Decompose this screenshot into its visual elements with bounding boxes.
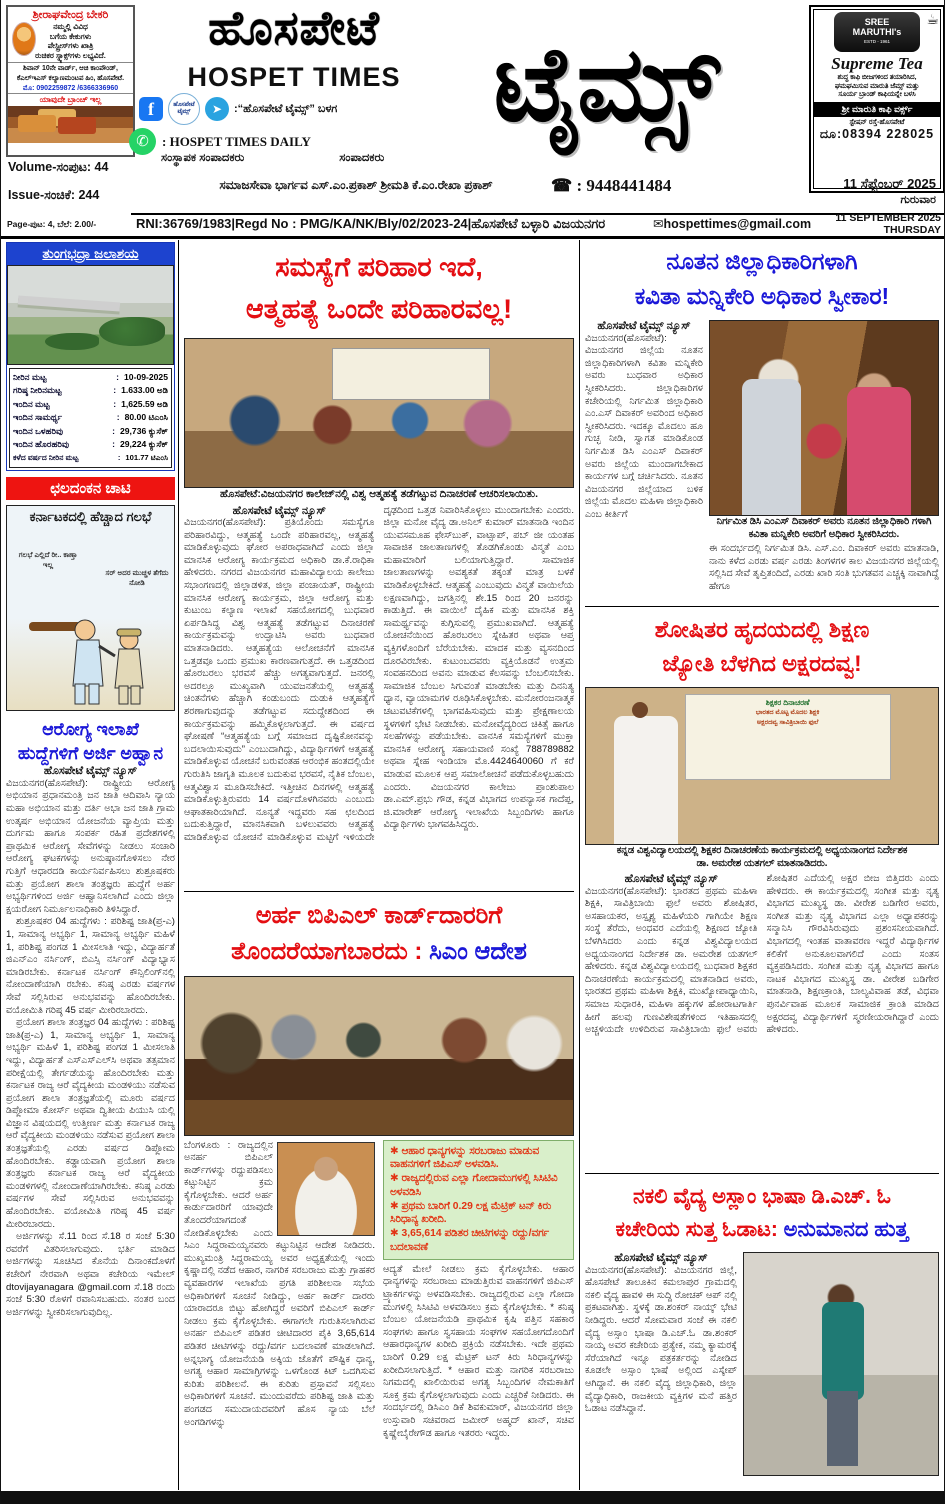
akshara-article-body [585, 873, 939, 1169]
editorial-cartoon [6, 505, 175, 711]
banner-line: ಶಿಕ್ಷಕರ ದಿನಾಚರಣೆ [765, 698, 810, 708]
social-group-text: :“ಹೊಸಪೇಟೆ ಟೈಮ್ಸ್” ಬಳಗ [234, 102, 338, 115]
contact-phone [551, 176, 671, 196]
headline-line: ಶೋಷಿತರ ಹೃದಯದಲ್ಲಿ ಶಿಕ್ಷಣ [654, 617, 870, 642]
editor-labels [161, 152, 561, 165]
date-english [835, 213, 941, 236]
tea-brand-estd: ESTD - 1961 [863, 39, 890, 44]
cartoon-title: ಕರ್ನಾಟಕದಲ್ಲಿ ಹೆಚ್ಚಾದ ಗಲಭೆ [29, 508, 152, 524]
row-label: ಗರಿಷ್ಠ ನೀರಿನಮಟ್ಟ [13, 385, 62, 396]
suicide-article-body [184, 505, 574, 887]
day-english-line: THURSDAY [883, 223, 941, 236]
caption-line: ಡಾ. ಅಮರೇಶ ಯತಗಲ್ ಮಾತನಾಡಿದರು. [696, 857, 828, 869]
teachers-day-photo [585, 687, 939, 845]
dam-photo [7, 265, 174, 365]
paragraph: ಶುಶ್ರೂಷಕರ 04 ಹುದ್ದೆಗಳು : ಪರಿಶಿಷ್ಟ ಜಾತಿ(ಪ್ರ-ಎ) 1, ಸಾಮಾನ್ಯ ಅಭ್ಯರ್ಥಿ 1, ಸಾಮಾನ್ಯ ಅಭ್ಯರ್ಥಿ ಮಹಿಳೆ 1, ಪರಿಶಿಷ್ಟ ಪಂಗಡ 1 ಮೀಸಲಾತಿ ಇದ್ದು, ವಿದ್ಯಾರ್ಹತೆ ಜಿಎನ್ಎಂ ನರ್ಸಿಂಗ್, ಬಿಎಸ್ಸಿ ನರ್ಸಿಂಗ್ ವಿದ್ಯಾಭ್ಯಾಸ ಮಾಡಿರಬೇಕು. ಕರ್ನಾಟಕ ನರ್ಸಿಂಗ್ ಕೌನ್ಸಿಲಿಂಗ್‌ನಲ್ಲಿ ನೋಂದಾಣೆಯಾಗಿ ರಬೇಕು. ಕನಿಷ್ಠ ಎರಡು ವರ್ಷಗಳ ಸೇವೆ ಸಲ್ಲಿಸಿರುವ ಅನುಭವವನ್ನು ಹೊಂದಿರಬೇಕು. ವಯೋಮಿತಿ ಗರಿಷ್ಠ 45 ವರ್ಷ ಮೀರಿರಬಾರದು. [6, 916, 175, 1016]
article-divider [585, 606, 939, 607]
akshara-photo-caption [585, 845, 939, 870]
dc-article-row [585, 320, 939, 602]
banner-line: ಭಾರತದ ಮೊಟ್ಟ ಮೊದಲ ಶಿಕ್ಷಕಿ [755, 709, 820, 717]
row-value: 1,625.59 ಅಡಿ [121, 398, 168, 409]
headline-part-blue: ಸಿಎಂ ಆದೇಶ [429, 937, 527, 965]
masthead-kannada-title: ಹೊಸಪೇಟೆ [208, 1, 380, 54]
paragraph: ವಿಜಯನಗರ(ಹೊಸಪೇಟೆ): ವಿಜಯನಗರ ಜಿಲ್ಲೆ, ಹೊಸಪೇಟೆ ತಾಲೂಕಿನ ಕಮಲಾಪುರ ಗ್ರಾಮದಲ್ಲಿ ನಕಲಿ ವೈದ್ಯ ಹಾವಳಿ ಈ ಸುದ್ದಿ ರೋಚಕ್ ಆಪ್ ನಲ್ಲಿ ಪ್ರಕಟವಾಗಿತ್ತು. ಸ್ಥಳಕ್ಕೆ ಡಾ.ಶಂಕರ್ ನಾಯ್ಕ್ ಭೇಟಿ ನೀಡಿದ್ದರು. ಆದರೆ ಸೋಮವಾರ ಸಂಜೆ ಈ ನಕಲಿ ವೈದ್ಯ ಅಸ್ಸಾಂ ಭಾಷಾ ಡಿ.ಎಚ್.ಓ ಡಾ.ಶಂಕರ್ ನಾಯ್ಕ ಅವರ ಕಚೇರಿಯ ಪ್ರತ್ಯೇಕ, ನಮ್ಮ ಕ್ಯಾಮರ‌ಕ್ಕೆ ಸೆರೆಯಾಗಿದೆ ಇನ್ನೂ ಪತ್ರಕರ್ತರನ್ನು ನೋಡಿದ ಕೂಡಲೇ ಅಸ್ಸಾಂ ಭಾಷೆ ಅಲ್ಲಿಂದ ಎಸ್ಕೇಪ್ ಆಗಿದ್ದಾನೆ. ಈ ನಕಲಿ ವೈದ್ಯ ಜಿಲ್ಲಾಧಿಕಾರಿ, ಜಿಲ್ಲಾ ವೈದ್ಯಾಧಿಕಾರಿ, ರಾಜಕೀಯ ವ್ಯಕ್ತಿಗಳ ಮನೆ ಹತ್ತಿರ ಓಡಾಟ ನಡೆಸಿದ್ದಾನೆ. [585, 1264, 737, 1415]
doctor-article-headline [585, 1178, 939, 1252]
cm-meeting-photo [184, 976, 574, 1136]
tea-product-name: Supreme Tea [831, 54, 923, 73]
facebook-icon[interactable]: f [139, 97, 163, 121]
bakery-ad-address: ಶಿವಾನ್ 10ನೇ ವಾರ್ಡ್, ಆಚಿ ಕಾಂಪೌಂಡ್, [8, 62, 133, 73]
masthead-header [1, 0, 944, 240]
row-label: ಇಂದಿನ ಹೊರಹರಿವು [13, 439, 69, 450]
bakery-ad [6, 5, 135, 157]
headline-part-blue: ಅನುಮಾನದ ಹುತ್ತ [783, 1218, 909, 1241]
dc-photo-caption: ನಿರ್ಗಮಿತ ಡಿಸಿ ಎಂಎಸ್ ದಿವಾಕರ್ ಅವರು ನೂತನ ಜಿಲ್ಲಾಧಿಕಾರಿ ಗಳಾಗಿ ಕವಿತಾ ಮನ್ನಿಕೇರಿ ಅವರಿಗೆ ಅಧಿಕಾರ ಸ್ವೀಕರಿಸಿದರು. [716, 516, 932, 540]
table-row: ಇಂದಿನ ಸಾಮರ್ಥ್ಯ : 80.00 ಟಿಎಂಸಿ [13, 411, 168, 424]
speaker-figure [614, 716, 677, 844]
header-thick-rule [1, 236, 944, 239]
article-divider [184, 891, 574, 892]
email-line [653, 216, 811, 231]
bakery-ad-branch-note: ಯಾವುದೇ ಬ್ರಾಂಚ್ ಇಲ್ಲ [8, 93, 133, 106]
paper-logo-badge: ಹೊಸಪೇಟೆ ಟೈಮ್ಸ್ [168, 93, 200, 125]
walking-man-legs [827, 1391, 858, 1466]
headline-line [585, 1213, 939, 1246]
bakery-ad-line: ರುಚಿಕರ ಸ್ನ್ಯಾಕ್ಸ್‌ಗಳು ಲಭ್ಯವಿದೆ. [35, 50, 106, 60]
cartoon-section-banner: ಛಲದಂಕನ ಚಾಟಿ [6, 477, 175, 500]
dc-article-headline [585, 242, 939, 320]
founder-editor-label: ಸಂಸ್ಥಾಪಕ ಸಂಪಾದಕರು [161, 152, 245, 164]
teachers-day-banner [685, 694, 891, 780]
bakery-ad-title: ಶ್ರೀರಾಘವೇಂದ್ರ ಬೇಕರಿ [32, 9, 109, 21]
tea-company-address: ಸ್ಟೇಷನ್ ರಸ್ತೆ-ಹೊಸಪೇಟೆ [849, 118, 905, 126]
suicide-photo-caption: ಹೊಸಪೇಟೆ:ವಿಜಯನಗರ ಕಾಲೇಜ್‌ನಲ್ಲಿ ವಿಶ್ವ ಆತ್ಮಹತ್ಯೆ ತಡೆಗಟ್ಟುವ ದಿನಾಚರಣೆ ಆಚರಿಸಲಾಯಿತು. [219, 488, 539, 500]
reservoir-table [9, 368, 172, 468]
table-row: ನೀರಿನ ಮಟ್ಟ : 10-09-2025 [13, 371, 168, 384]
day-kannada: ಗುರುವಾರ [900, 194, 936, 206]
issue-label: Issue-ಸಂಚಿಕೆ: 244 [8, 188, 100, 202]
dc-photo-block [709, 320, 939, 602]
headline-line: ಅರ್ಹ ಬಿಪಿಎಲ್ ಕಾರ್ಡ್‌ದಾರರಿಗೆ [255, 901, 503, 929]
akshara-article-byline: ಹೊಸಪೇಟೆ ಟೈಮ್ಸ್ ನ್ಯೂಸ್ [624, 873, 718, 885]
row-value: 101.77 ಟಿಎಂಸಿ [125, 453, 168, 463]
article-divider [585, 1173, 939, 1174]
cartoon-drawing [7, 596, 175, 708]
event-banner [332, 348, 489, 400]
tea-ad-line: ಸೂರ್ಯ ಬ್ರಾಂಡ್ ಕಾಫಿಯನ್ನೇ ಬಳಸಿ [838, 91, 916, 99]
right-column [580, 240, 944, 1490]
cm-portrait-photo [277, 1142, 375, 1236]
headline-line: ಜ್ಯೋತಿ ಬೆಳಗಿದ ಅಕ್ಷರದವ್ವ! [662, 651, 862, 676]
rni-registration-line: RNI:36769/1983|Regd No : PMG/KA/NK/Bly/02/2023-24|ಹೊಸಪೇಟೆ ಬಳ್ಳಾರಿ ವಿಜಯನಗರ [136, 216, 606, 231]
row-value: 1.633.00 ಅಡಿ [121, 385, 168, 396]
paragraph: ಅರ್ಜಿಗಳನ್ನು ಸೆ.11 ರಿಂದ ಸೆ.18 ರ ಸಂಜೆ 5:30 ರವರೆಗೆ ವಿತರಿಸಲಾಗುವುದು. ಭರ್ತಿ ಮಾಡಿದ ಅರ್ಜಿಗಳನ್ನು ಸೂಚಿಸಿದ ಕೊನೆಯ ದಿನಾಂಕದೊಳಗೆ ಕಚೇರಿಗೆ ನೇರವಾಗಿ ಅಥವಾ ಕಚೇರಿಯ ಇಮೇಲ್ dtovijayanagara @gmail.com ಸೆ.18 ರಂದು ಸಂಜೆ 5:30 ರೊಳಗೆ ರವಾನಿಸಬಹುದು. ನಂತರ ಬಂದ ಅರ್ಜಿಗಳನ್ನು ಸ್ವೀಕರಿಸಲಾಗುವುದಿಲ್ಲ. [6, 1231, 175, 1318]
bakery-ad-line: ಬಗೆಯ ಕೇಕುಗಳು [49, 31, 92, 41]
row-label: ಇಂದಿನ ಮಟ್ಟ [13, 398, 50, 409]
walking-man-figure [822, 1302, 865, 1400]
tea-brand-line: SREE [864, 17, 890, 27]
headline-line [184, 934, 574, 970]
paragraph: ಆದ್ಯತೆ ಮೇಲೆ ನೀಡಲು ಕ್ರಮ ಕೈಗೊಳ್ಳಬೇಕು. ಆಹಾರ ಧಾನ್ಯಗಳನ್ನು ಸರಬರಾಜು ಮಾಡುತ್ತಿರುವ ವಾಹನಗಳಿಗೆ ಜಿಪಿಎಸ್ ಟ್ರ್ಯಾಕರ್ಗಳನ್ನು ಅಳವಡಿಸಬೇಕು. ರಾಜ್ಯದಲ್ಲಿರುವ ಎಲ್ಲಾ ಗೋದಾ ಮುಗಳಲ್ಲಿ ಸಿಸಿಟಿವಿ ಅಳವಡಿಸಲು ಕ್ರಮ ಕೈಗೊಳ್ಳಬೇಕು. * ಕನಿಷ್ಠ ಬೆಂಬಲ ಯೋಜನೆಯಡಿ ಪ್ರಾಥಮಿಕ ಕೃಷಿ ಪತ್ತಿನ ಸಹಕಾರ ಸಂಘಗಳು ಹಾಗೂ ಸ್ವಸಹಾಯ ಸಂಘಗಳ ಸಹಯೋಗದೊಂದಿಗೆ ಆಹಾರಧಾನ್ಯಗಳ ಖರೀದಿ ಪ್ರಕ್ರಿಯೆ ನಡೆಸಬೇಕು. ಇದೇ ಪ್ರಥಮ ಬಾರಿಗೆ 0.29 ಲಕ್ಷ ಮೆಟ್ರಿಕ್ ಟನ್ ಕಿರು ಸಿರಿಧಾನ್ಯಗಳನ್ನು ಖರೀದಿಸಲಾಗುತ್ತಿದೆ. * ಆಹಾರ ಮತ್ತು ನಾಗರಿಕ ಸರಬರಾಜು ನಿಗಮದಲ್ಲಿ ಖಾಲಿಯಿರುವ ಅಗತ್ಯ ಸಿಬ್ಬಂದಿಗಳ ನೇಮಕಾತಿಗೆ ಸೂಕ್ತ ಕ್ರಮ ಕೈಗೊಳ್ಳಲಾಗುವುದು ಎಂದು ಎಚ್ಚರಿಕೆ ನೀಡಿದರು. ಈ ಸಂದರ್ಭದಲ್ಲಿ ಡಿಸಿಎಂ ಡಿಕೆ ಶಿವಕುಮಾರ್, ವಿಜಯನಗರ ಜಿಲ್ಲಾ ಉಸ್ತುವಾರಿ ಸಚಿವರಾದ ಜಮೀರ್ ಅಹ್ಮದ್ ಖಾನ್, ಸಚಿವ ಕೃಷ್ಣೇಬೈರೇಗೌಡ ಹಾಗೂ ಇತರರು ಇದ್ದರು. [383, 1263, 574, 1439]
email-address: hospettimes@gmail.com [663, 217, 812, 231]
headline-line: ಹುದ್ದೆಗಳಿಗೆ ಅರ್ಜಿ ಅಹ್ವಾನ [17, 742, 164, 763]
main-content [1, 240, 944, 1490]
row-value: 29,224 ಕ್ಯುಸೆಕ್ [119, 439, 168, 450]
row-label: ಕಳೆದ ವರ್ಷದ ನೀರಿನ ಮಟ್ಟ [13, 453, 79, 463]
dc-handover-photo [709, 320, 939, 516]
headline-line: ಆರೋಗ್ಯ ಇಲಾಖೆ [42, 718, 139, 739]
highlight-point: ✱ 3,65,614 ಪಡಿತರ ಚೀಟಿಗಳನ್ನು ರದ್ದು/ವರ್ಗ ಬದಲಾವಣೆ [390, 1227, 567, 1255]
editor-label: ಸಂಪಾದಕರು [339, 152, 385, 164]
headline-line: ಸಮಸ್ಯೆಗೆ ಪರಿಹಾರ ಇದೆ, [275, 252, 483, 282]
paragraph: ಪ್ರಯೋಗ ಶಾಲಾ ತಂತ್ರಜ್ಞರ 04 ಹುದ್ದೆಗಳು : ಪರಿಶಿಷ್ಟ ಜಾತಿ(ಪ್ರ-ಎ) 1, ಸಾಮಾನ್ಯ ಅಭ್ಯರ್ಥಿ 1, ಸಾಮಾನ್ಯ ಅಭ್ಯರ್ಥಿ ಮಹಿಳೆ 1, ಪರಿಶಿಷ್ಟ ಪಂಗಡ 1 ಮೀಸಲಾತಿ ಇದ್ದು, ವಿದ್ಯಾರ್ಹತೆ ಎಸ್‌ಎಸ್‌ಎಲ್‌ಸಿ ಅಥವಾ ತತ್ಸಮಾನ ಪರೀಕ್ಷೆಯಲ್ಲಿ ತೇರ್ಗಡೆಯನ್ನು ಹೊಂದಿರಬೇಕು ಮತ್ತು ಕರ್ನಾಟಕ ರಾಜ್ಯ ಆರೆ ವೈದ್ಯಕೀಯ ಮಂಡಳಿಯು ನಡೆಸುವ ಪ್ರಯೋಗ ಶಾಲಾ ತಂತ್ರಜ್ಞತೆಯಲ್ಲಿ ಮೂರು ವರ್ಷದ ಡಿಪ್ಲೋಮಾ ಕೋರ್ಸ್ ಅಥವಾ ದ್ವಿತೀಯ ಪಿಯುಸಿ ಯಲ್ಲಿ ವಿಜ್ಞಾನ ವಿಷಯದಲ್ಲಿ ಉತ್ತೀರ್ಣ ಮತ್ತು ಕರ್ನಾಟಕ ರಾಜ್ಯ ಆರೆ ವೈದ್ಯಕೀಯ ಮಂಡಳಿಯು ನಡೆಸುವ ಪ್ರಯೋಗ ಶಾಲಾ ತಂತ್ರಜ್ಞತೆಯಲ್ಲಿ ಎರಡು ವರ್ಷದ ಡಿಪ್ಲೋಮ ಹೊಂದಿರಬೇಕು. ಕಡ್ಡಾಯವಾಗಿ ಪ್ರಯೋಗ ಶಾಲಾ ತಂತ್ರಜ್ಞರು ಕರ್ನಾಟಕ ರಾಜ್ಯ ಆರೆ ವೈದ್ಯಕೀಯ ಮಂಡಳಿಗಳಲ್ಲಿ ನೋಂದಾಣೆಯಾಗಿರಬೇಕು. ಕನಿಷ್ಠ ಎರಡು ವರ್ಷಗಳ ಸೇವೆ ಸಲ್ಲಿಸಿರುವ ಅನುಭವವನ್ನು ಹೊಂದಿರಬೇಕು. ವಯೋಮಿತಿ ಗರಿಷ್ಠ 45 ವರ್ಷ ಮೀರಿರಬಾರದು. [6, 1017, 175, 1230]
akshara-article-headline [585, 611, 939, 687]
dc-article-byline: ಹೊಸಪೇಟೆ ಟೈಮ್ಸ್ ನ್ಯೂಸ್ [597, 320, 691, 332]
masthead-english-title: HOSPET TIMES [187, 62, 401, 92]
headline-line: ಕವಿತಾ ಮನ್ನಿಕೇರಿ ಅಧಿಕಾರ ಸ್ವೀಕಾರ! [634, 283, 890, 309]
tea-company-phone: ದೂ:08394 228025 [819, 126, 935, 141]
tea-ad-line: ಘಮಘಮಿಸುವ ಮಾರುತಿ ಜೆಮ್ಸ್ ಮತ್ತು [834, 82, 920, 90]
left-column [1, 240, 178, 1490]
suicide-article-byline: ಹೊಸಪೇಟೆ ಟೈಮ್ಸ್ ನ್ಯೂಸ್ [232, 504, 326, 517]
headline-line: ಆತ್ಮಹತ್ಯೆ ಒಂದೇ ಪರಿಹಾರವಲ್ಲ! [245, 294, 513, 324]
table-row: ಇಂದಿನ ಮಟ್ಟ : 1,625.59 ಅಡಿ [13, 398, 168, 411]
row-value: 10-09-2025 [124, 372, 168, 382]
jobs-article-headline [6, 717, 175, 765]
tea-brand-badge [834, 12, 920, 52]
headline-part-red: ಕಚೇರಿಯ ಸುತ್ತ ಓಡಾಟ: [615, 1218, 784, 1241]
tea-ad-line: ಶುದ್ಧ ಕಾಫಿ ಬೀಜಗಳಿಂದ ತಯಾರಿಸಿದ, [837, 74, 917, 81]
cartoon-speech-2: ಸರ್ ಅದರ ಮುಚ್ಚಳ ತೆಗೆದು ನೋಡಿ [105, 567, 169, 587]
paragraph: ಬೆಂಗಳೂರು : ರಾಜ್ಯದಲ್ಲಿನ ಅನರ್ಹ ಬಿಪಿಎಲ್ ಕಾರ್ಡ್‌ಗಳನ್ನು ರದ್ದುಪಡಿಸಲು ಕಟ್ಟುನಿಟ್ಟಿನ ಕ್ರಮ ಕೈಗೊಳ್ಳಬೇಕು. ಆದರೆ ಅರ್ಹ ಕಾರ್ಡುದಾರರಿಗೆ ಯಾವುದೇ ತೊಂದರೆಯಾಗದಂತೆ ನೋಡಿಕೊಳ್ಳಬೇಕು ಎಂದು ಸಿಎಂ ಸಿದ್ದರಾಮಯ್ಯನವರು ಕಟ್ಟುನಿಟ್ಟಿನ ಆದೇಶ ನೀಡಿದರು. ಮುಖ್ಯಮಂತ್ರಿ ಸಿದ್ದರಾಮಯ್ಯ ಅವರ ಅಧ್ಯಕ್ಷತೆಯಲ್ಲಿ ಇಂದು ಕೃಷ್ಣಾದಲ್ಲಿ ನಡೆದ ಆಹಾರ, ನಾಗರಿಕ ಸರಬರಾಜು ಮತ್ತು ಗ್ರಾಹಕರ ವ್ಯವಹಾರಗಳ ಇಲಾಖೆಯ ಪ್ರಗತಿ ಪರಿಶೀಲನಾ ಸಭೆಯ ಅಧಿಕಾರಿಗಳಿಗೆ ಸೂಚನೆ ನೀಡಿದ್ದು, ಅರ್ಹ ಕಾರ್ಡ್ ದಾರರು ಯಾರಾದರೂ ಬಿಟ್ಟು ಹೋಗಿದ್ದರೆ ಅವರಿಗೆ ಬಿಪಿಎಲ್ ಕಾರ್ಡ್ ನೀಡಲು ಕ್ರಮ ಕೈಗೊಳ್ಳಬೇಕು. ಈಗಾಗಲೇ ಗುರುತಿಸಲಾಗಿರುವ ಅನರ್ಹ ಬಿಪಿಎಲ್ ಪಡಿತರ ಚೀಟಿದಾರರ ಪೈಕಿ 3,65,614 ಪಡಿತರ ಚೀಟಿಗಳನ್ನು ರದ್ದು/ವರ್ಗ ಬದಲಾವಣೆ ಮಾಡಲಾಗಿದೆ. ಅನ್ನಭಾಗ್ಯ ಯೋಜನೆಯಡಿ ಅಕ್ಕಿಯ ಜೊತೆಗೆ ಪೌಷ್ಟಿಕ ಧಾನ್ಯ, ಅಗತ್ಯ ಆಹಾರ ಸಾಮಾಗ್ರಿಗಳನ್ನು ಒಳಗೊಂಡ ಕಿಟ್ ಒದಗಿಸುವ ಕುರಿತು ಪರಿಶೀಲನೆ. ಈ ಕುರಿತು ಪ್ರಸ್ತಾವನೆ ಸಲ್ಲಿಸಲು ಅಧಿಕಾರಿಗಳಿಗೆ ಸೂಚನೆ. ಮುಂದುವರೆದು ಪರಿಶಿಷ್ಟ ಜಾತಿ ಮತ್ತು ಪಂಗಡದ ಸಮುದಾಯದವರಿಗೆ ಹೊಸ ನ್ಯಾಯ ಬೆಲೆ ಅಂಗಡಿಗಳನ್ನು [184, 1139, 375, 1428]
highlight-point: ✱ ರಾಜ್ಯದಲ್ಲಿರುವ ಎಲ್ಲಾ ಗೋದಾಮುಗಳಲ್ಲಿ ಸಿಸಿಟಿವಿ ಅಳವಡಿಸಿ [390, 1172, 567, 1200]
tea-company-name: ಶ್ರೀ ಮಾರುತಿ ಕಾಫಿ ವರ್ಕ್ಸ್ [813, 102, 941, 117]
supreme-tea-ad [809, 5, 945, 193]
bpl-highlights-box [383, 1140, 574, 1260]
paragraph: ವಿಜಯನಗರ(ಹೊಸಪೇಟೆ): ಭಾರತದ ಪ್ರಥಮ ಮಹಿಳಾ ಶಿಕ್ಷಕಿ, ಸಾವಿತ್ರಿಬಾಯಿ ಫುಲೆ ಅವರು ಶೋಷಿತರ, ಅಸಹಾಯಕರ, ಅಸ್ಪೃಶ್ಯ ಮಹಿಳೆಯರಿ ಗಾಗಿಯೇ ಶಿಕ್ಷಣ ಸಂಸ್ಥೆ ತೆರೆದು, ಅಂಧವರ ಎದೆಯಲ್ಲಿ ಶಿಕ್ಷಣದ ಜ್ಯೋತಿ ಬೆಳಗಿಸಿದರು ಎಂದು ಕನ್ನಡ ವಿಶ್ವವಿದ್ಯಾಲಯದ ಅಧ್ಯಯನಾಂಗದ ನಿರ್ದೇಶಕ ಡಾ. ಅಮರೇಶ ಯತಗಲ್ ಹೇಳಿದರು. ಕನ್ನಡ ವಿಶ್ವವಿದ್ಯಾಲಯದಲ್ಲಿ ಬುಧವಾರ ಶಿಕ್ಷಕರ ದಿನಾಚರಣೆಯ ಕಾರ್ಯಕ್ರಮದಲ್ಲಿ ಮಾತನಾಡಿದ ಅವರು, ಭಾರತದ ಪ್ರಥಮ ಮಹಿಳಾ ಶಿಕ್ಷಕಿ, ಮುಖ್ಯೋಪಾಧ್ಯಾಯಿನಿ, ಸಮಾಜ ಸುಧಾರಕಿ, ಮಹಿಳಾ ಹಕ್ಕುಗಳ ಹೋರಾಟಗಾರ್ತಿ ಹೀಗೆ ಹಲವು ಗುಣವಿಶೇಷತೆಗಳಿಂದ ಇತಿಹಾಸದಲ್ಲಿ ಅಚ್ಚಳಿಯದೇ ಉಳಿದಿರುವ ಸಾವಿತ್ರಿಬಾಯಿ ಫುಲೆ ಅವರು ಶೋಷಿತರ ಎದೆಯಲ್ಲಿ ಅಕ್ಷರ ಬೀಜ ಬಿತ್ತಿದರು ಎಂದು ಹೇಳಿದರು. ಈ ಕಾರ್ಯಕ್ರಮದಲ್ಲಿ ಸಂಗೀತ ಮತ್ತು ನೃತ್ಯ ವಿಭಾಗದ ಮುಖ್ಯಸ್ಥ ಡಾ. ವೀರೇಶ ಬಡಿಗೇರ ಅವರು, ಸಂಗೀತ ಮತ್ತು ನೃತ್ಯ ವಿಭಾಗದ ಎಲ್ಲಾ ಅಧ್ಯಾಪಕರನ್ನು ಸನ್ಮಾನಿಸಿ ಗೌರವಿಸಿರುವುದು ಪ್ರಶಂಸನೀಯವಾಗಿದೆ. ವಿಭಾಗದಲ್ಲಿ ಇಂತಹ ವಾತಾವರಣ ಇದ್ದರೆ ವಿದ್ಯಾರ್ಥಿಗಳ ಕಲಿಕೆಗೆ ಅನುಕೂಲವಾಗಲಿದೆ ಎಂದು ಸಂತಸ ವ್ಯಕ್ತಪಡಿಸಿದರು. ಸಂಗೀತ ಮತ್ತು ನೃತ್ಯ ವಿಭಾಗದ ಹಾಗೂ ನಾಟಕ ವಿಭಾಗದ ಮುಖ್ಯಸ್ಥ ಡಾ. ವೀರೇಶ ಬಡಿಗೇರ ಮಾತನಾಡಿ, ಶಿಕ್ಷಣಕ್ರಾಂತಿ, ಬಾಲ್ಯವಿವಾಹ ತಡೆ, ವಿಧವಾ ಪುನರ್ವಿವಾಹ ಮೂಲಕ ಸಾಮಾಜಿಕ ಕ್ರಾಂತಿ ಮಾಡಿದ ಅಕ್ಷರದವ್ವ ವಿದ್ಯಾರ್ಥಿಗಳಿಗೆ ಸ್ಮರಣೀಯರಾಗಿದ್ದಾರೆ ಎಂದು ಹೇಳಿದರು. [585, 873, 939, 1036]
bpl-body-left [184, 1140, 375, 1462]
teacup-icon: ☕ [926, 11, 939, 27]
headline-part-red: ತೊಂದರೆಯಾಗಬಾರದು : [231, 937, 430, 965]
whatsapp-row [129, 128, 449, 155]
outgoing-dc-figure [742, 379, 801, 515]
header-rule [131, 213, 944, 215]
reservoir-panel [6, 242, 175, 471]
date-english-line: 11 SEPTEMBER 2025 [835, 212, 941, 224]
bakery-ad-phone: ಮೊ: 0902259872 /6366336960 [22, 85, 119, 92]
volume-label: Volume-ಸಂಪುಟ: 44 [8, 160, 109, 174]
table-row: ಗರಿಷ್ಠ ನೀರಿನಮಟ್ಟ : 1.633.00 ಅಡಿ [13, 384, 168, 397]
page-price-label: Page-ಪುಟ: 4, ಬೆಲೆ: 2.00/- [7, 219, 97, 229]
paragraph: ವಿಜಯನಗರ(ಹೊಸಪೇಟೆ): ರಾಷ್ಟ್ರೀಯ ಆರೋಗ್ಯ ಅಭಿಯಾನ ಪ್ರಧಾನಮಂತ್ರಿ ಜನ ಜಾತಿ ಆದಿವಾಸಿ ನ್ಯಾಯ ಮಹಾ ಅಭಿಯಾನ ಮತ್ತು ದರ್ತಿ ಅಭಾ ಜನ ಜಾತಿ ಗ್ರಾಮ ಉತ್ಕರ್ಷ ಅಭಿಯಾನ ಯೋಜನೆಯ ವ್ಯಾಪ್ತಿಯ ಮತ್ತು ದುರ್ಗಮ ಹಾಗೂ ಸಂಪರ್ಕ ರಹಿತ ಪ್ರದೇಶಗಳಲ್ಲಿ ಪ್ರಾಥಮಿಕ ಆರೋಗ್ಯ ಸೇವೆಗಳನ್ನು ನೀಡಲು ಸಂಚಾರಿ ಆರೋಗ್ಯ ಘಟಕಗಳನ್ನು ಅನುಷ್ಠಾನಗೊಳಿಸಲು ನೇರ ಗುತ್ತಿಗೆ ಆಧಾರದಡಿ ಕಾರ್ಯನಿರ್ವಹಿಸಲು ಶುಶ್ರೂಷಕರು ಮತ್ತು ಪ್ರಯೋಗ ಶಾಲಾ ತಂತ್ರಜ್ಞರು ಹುದ್ದೆಗೆ ಅರ್ಹ ಅಭ್ಯರ್ಥಿಗಳಿಂದ ಅರ್ಜಿ ಆಹ್ವಾನಿಸಲಾಗಿದೆ ಎಂದು ಜಿಲ್ಲಾ ಕ್ಷಯರೋಗ ನಿರ್ಮೂಲನಾಧಿಕಾರಿ ತಿಳಿಸಿದ್ದಾರೆ. [6, 777, 175, 915]
table-row: ಕಳೆದ ವರ್ಷದ ನೀರಿನ ಮಟ್ಟ : 101.77 ಟಿಎಂಸಿ [13, 451, 168, 464]
phone-number: : 9448441484 [576, 176, 672, 195]
center-column [178, 240, 580, 1490]
bakery-pastries-photo [8, 106, 133, 143]
bakery-ad-line: ನಮ್ಮಲ್ಲಿ ವಿವಿಧ [53, 22, 88, 31]
paragraph: ವಿಜಯನಗರ(ಹೊಸಪೇಟೆ): ಪ್ರತಿಯೊಂದು ಸಮಸ್ಯೆಗೂ ಪರಿಹಾರವಿದ್ದು, ಆತ್ಮಹತ್ಯೆ ಒಂದೇ ಪರಿಹಾರವಲ್ಲ, ಆತ್ಮಹತ್ಯೆ ಮಾಡಿಕೊಳ್ಳುವುದು ಘೋರ ಅಪರಾಧವಾಗಿದೆ ಎಂದು ಜಿಲ್ಲಾ ಮಾನಸಿಕ ಆರೋಗ್ಯ ಕಾರ್ಯಕ್ರಮದ ಅಧಿಕಾರಿ ಡಾ.ಕೆ.ರಾಧಿಕಾ ಹೇಳಿದರು. ನಗರದ ವಿಜಯನಗರ ಮಹಾವಿದ್ಯಾಲಯ ಕಾಲೇಜು ಸಭಾಂಗಣದಲ್ಲಿ ಜಿಲ್ಲಾಡಳಿತ, ಜಿಲ್ಲಾ ಪಂಚಾಯತ್, ರಾಷ್ಟ್ರೀಯ ಮಾನಸಿಕ ಆರೋಗ್ಯ ಕಾರ್ಯಕ್ರಮ, ಜಿಲ್ಲಾ ಆರೋಗ್ಯ ಮತ್ತು ಕುಟುಂಬ ಕಲ್ಯಾಣ ಇಲಾಖೆ ಸಹಯೋಗದಲ್ಲಿ ಬುಧವಾರ ಏರ್ಪಡಿಸಿದ್ದ ವಿಶ್ವ ಆತ್ಮಹತ್ಯೆ ತಡೆಗಟ್ಟುವ ದಿನಾಚರಣೆ ಕಾರ್ಯಕ್ರಮವನ್ನು ಉದ್ಘಾಟಿಸಿ ಅವರು ಬುಧವಾರ ಮಾತನಾಡಿದರು. ಆತ್ಮಹತ್ಯೆಯ ಆಲೋಚನೆಗೆ ಮಾನಸಿಕ ಒತ್ತಡವೂ ಒಂದು ಪ್ರಮುಖ ಕಾರಣವಾಗುತ್ತದೆ. ಈ ಒತ್ತಡದಿಂದ ಹೊರಬರಲು ಭರವಸೆ ಹೆಚ್ಚು ಅಗತ್ಯವಾಗುತ್ತದೆ. ಜನರಲ್ಲಿ ಅದರಲ್ಲೂ ಮುಖ್ಯವಾಗಿ ಯುವಜನತೆಯಲ್ಲಿ ಆತ್ಮಹತ್ಯೆ ಚಿಂತನೆಗಳು ಹೆಚ್ಚಾಗಿ ಕಂಡುಬಂದು ದುಡುಕಿ ಆತ್ಮಹತ್ಯೆಗೆ ಶರಣಾಗುವುದನ್ನು ತಡೆಗಟ್ಟುವ ಸದುದ್ದೇಶದಿಂದ ಈ ಕಾರ್ಯಕ್ರಮವನ್ನು ಹಮ್ಮಿಕೊಳ್ಳಲಾಗುತ್ತದೆ. ಈ ವರ್ಷದ ಘೋಷಣೆ “ಆತ್ಮಹತ್ಯೆಯ ಬಗ್ಗೆ ಸಮಾಜದ ದೃಷ್ಟಿಕೋನವನ್ನು ಬದಲಾಯಿಸುವುದು” ಎಂಬುದಾಗಿದ್ದು, ವಿದ್ಯಾರ್ಥಿಗಳಿಗೆ ಆತ್ಮಹತ್ಯೆ ಮಾಡಿಕೊಳ್ಳುವ ಯೋಚನೆ ಬರುವಂತಹ ಆರಂಭಿಕ ಹಂತದಲ್ಲಿಯೇ ಗುರುತಿಸಿ ಜಾಗೃತಿ ಮೂಲಕ ಬದುಕುವ ಭರವಸೆ, ನೈತಿಕ ಬೆಂಬಲ, ಆತ್ಮವಿಶ್ವಾಸ ಮೂಡಿಸಬೇಕಿದೆ. ಇತ್ತೀಚಿನ ದಿನಗಳಲ್ಲಿ ಆತ್ಮಹತ್ಯೆ ಮಾಡಿಕೊಳ್ಳುತ್ತಿರುವರು 14 ವರ್ಷದೊಳಗಿನವರು ಎಂಬುದು ಆಘಾತಕಾರಿಯಾಗಿದೆ. ನೂನ್ಯತೆ ಇದ್ದವರು ಸಹ ಛಲದಿಂದ ಬದುಕುತ್ತಿದ್ದಾರೆ, ಮಾನಸಿಕವಾಗಿ ಬಳಲುವವರು ಆತ್ಮಹತ್ಯೆ ಮಾಡಿಕೊಳ್ಳುವ ಯೋಚನೆ ಮಾಡಿಕೊಳ್ಳುವ ಮಟ್ಟಿಗೆ ಇಳಿಯದೇ ದೃಢದಿಂದ ಒತ್ತಡ ನಿವಾರಿಸಿಕೊಳ್ಳಲು ಮುಂದಾಗಬೇಕು ಎಂದರು. ಜಿಲ್ಲಾ ಮನೋ ವೈದ್ಯ ಡಾ.ಅನಿಲ್ ಕುಮಾರ್ ಮಾತನಾಡಿ ಇಂದಿನ ಯುವಸಮೂಹ ಫೇಸ್‌ಬುಕ್, ವಾಟ್ಸಾಪ್, ಪಬ್ ಜೀ ಯಂತಹ ಸಾವಾಜಿಕ ಜಾಲತಾಣಗಳಲ್ಲಿ ತೊಡಗಿಕೊಂಡು ವಿನ್ಮತೆ ಎಂಬ ಮಹಾಮಾರಿಗೆ ಬಲಿಯಾಗುತ್ತಿದ್ದಾರೆ. ಸಾಮಾಜಿಕ ಜಾಲತಾಣಗಳನ್ನು ಅವಶ್ಯಕತೆ ತಕ್ಕಂತೆ ಮಾತ್ರ ಬಳಕೆ ಮಾಡಿಕೊಳ್ಳಬೇಕಿದೆ. ಆತ್ಮಹತ್ಯೆ ಎಂಬುವುದು ವಿನ್ಮತೆ ವಾಯಿಲೆಯ ಲಕ್ಷಣವಾಗಿದ್ದು, ಜಗತ್ತಿನಲ್ಲಿ ಶೇ.15 ರಿಂದ 20 ಜನರನ್ನು ಕಾಡುತ್ತಿದೆ. ಈ ವಾಯಿಲೆ ದೈಹಿಕ ಮತ್ತು ಮಾನಸಿಕ ಶಕ್ತಿ ಸಾಮರ್ಥ್ಯವನ್ನು ಕುಗ್ಗಿಸುವಲ್ಲಿ ಪ್ರಮುಖವಾಗಿದೆ. ಆತ್ಮಹತ್ಯೆ ಯೋಚನೆಯಿಂದ ಹೊರಬರಲು ಸ್ನೇಹಿತರ ಅಥವಾ ಆಪ್ತ ವ್ಯಕ್ತಿಗಳೊಂದಿಗೆ ಬೆರೆಯಬೇಕು. ಮಾದಕ ಮತ್ತು ವ್ಯಸನದಿಂದ ದೂರವಿರಬೇಕು. ಕುಟುಂಬದವರು ವ್ಯಕ್ತಿಯೊಡನೆ ಉತ್ತಮ ಸಂವಹನದಿಂದ ಅವನು ಮಾಡುವ ಕೆಲಸವನ್ನು ಬೆಂಬಲಿಸಬೇಕು. ಸಾಮಾಜಿಕ ಬೆಂಬಲ ಸಿಗುವಂತೆ ಮಾಡಬೇಕು ಮತ್ತು ದಿನನಿತ್ಯ ಧ್ಯಾನ, ವ್ಯಾಯಾಮಗಳ ರೂಢಿಸಿಕೊಳ್ಳಬೇಕು. ಮನೋರಂಜನಾತ್ಮಕ ಚಟುವಟಿಕೆಗಳಲ್ಲಿ ಭಾಗವಹಿಸುವುದು ಮತ್ತು ಪ್ರೇಕ್ಷಣಾಲಯ ಸ್ಥಳಗಳಿಗೆ ಭೇಟಿ ನೀಡಬೇಕು. ಮನೋವೈದ್ಯರಿಂದ ಚಿಕಿತ್ಸೆ ಹಾಗೂ ಸಲಹೆಗಳನ್ನು ಪಡೆಯಬೇಕು. ವಾನಸಿಕ ಸಮಸ್ಯೆಗಳಿಗೆ ಮುಕ್ತಾ ಮಾನಸಿಕ ಆರೋಗ್ಯ ಸಹಾಯವಾಣಿ ಸಂಖ್ಯೆ 788789882 ಅಥವಾ ಸ್ನೇಹ ಇಂಡಿಯಾ ಮೊ.4424640060 ಗೆ ಕರೆ ಮಾಡುವ ಮೂಲಕ ಆಪ್ತ ಸಮಾಲೋಚನೆ ಪಡೆದುಕೊಳ್ಳಬಹುದು ಎಂದರು. ವಿಜಯನಗರ ಕಾಲೇಜು ಪ್ರಾಂಶುಪಾಲ ಡಾ.ಎಮ್.ಪ್ರಭು ಗೌಡ, ಕನ್ನಡ ವಿಭಾಗದ ಉಪನ್ಯಾಸಕ ಗಾದೆಪ್ಪ, ಜಿ.ಮಾರೇಶ್ ಆರೋಗ್ಯ ಇಲಾಖೆಯ ಸಿಬ್ಬಂದಿಗಳು ಹಾಗೂ ವಿದ್ಯಾರ್ಥಿಗಳು ಭಾಗವಹಿಸಿದ್ದರು. [184, 504, 574, 843]
dc-body-left [585, 320, 703, 602]
doctor-article-row [585, 1252, 939, 1480]
highlight-point: ✱ ಆಹಾರ ಧಾನ್ಯಗಳನ್ನು ಸರಬರಾಜು ಮಾಡುವ ವಾಹನಗಳಿಗೆ ಜಿಪಿಎಸ್ ಅಳವಡಿಸಿ. [390, 1145, 567, 1173]
table-row: ಇಂದಿನ ಒಳಹರಿವು : 29,736 ಕ್ಯುಸೆಕ್ [13, 425, 168, 438]
banner-line: ಅಕ್ಷರದವ್ವ ಸಾವಿತ್ರಿಬಾಯಿ ಫುಲೆ [756, 719, 819, 727]
tea-brand-line: MARUTHI's [852, 27, 902, 37]
caption-line: ಕನ್ನಡ ವಿಶ್ವವಿದ್ಯಾಲಯದಲ್ಲಿ ಶಿಕ್ಷಕರ ದಿನಾಚರಣೆಯ ಕಾರ್ಯಕ್ರಮದಲ್ಲಿ ಅಧ್ಯಯನಾಂಗದ ನಿರ್ದೇಶಕ [616, 845, 908, 856]
editor-names: ಸಮಾಜಸೇವಾ ಭಾರ್ಗವ ಎಸ್.ಎಂ.ಪ್ರಕಾಶ್ ಶ್ರೀಮತಿ ಕೆ.ಎಂ.ರೇಖಾ ಪ್ರಕಾಶ್ [219, 178, 493, 192]
bpl-body-right [383, 1140, 574, 1491]
row-label: ಇಂದಿನ ಒಳಹರಿವು [13, 425, 64, 436]
jobs-article-byline: ಹೊಸಪೇಟೆ ಟೈಮ್ಸ್ ನ್ಯೂಸ್ [43, 764, 138, 777]
bpl-article-headline [184, 896, 574, 976]
cartoon-speech-1: ಗಲಭೆ ಎಲ್ಲಿದೆ ರೀ.. ಕಾಣ್ತಾ ಇಲ್ಲ [18, 549, 78, 569]
highlight-point: ✱ ಪ್ರಥಮ ಬಾರಿಗೆ 0.29 ಲಕ್ಷ ಮೆಟ್ರಿಕ್ ಟನ್ ಕಿರು ಸಿರಿಧಾನ್ಯ ಖರೀದಿ. [390, 1200, 567, 1228]
bakery-ad-address: ಕೆಎಲ್‌ಇಎಸ್ ಕಲ್ಯಾಣಮಂಟಪ ಹಿಂ, ಹೊಸಪೇಟೆ. [16, 75, 125, 82]
doctor-body [585, 1252, 737, 1480]
whatsapp-channel-text: : HOSPET TIMES DAILY [162, 133, 311, 149]
jobs-article-body [6, 778, 175, 1454]
bakery-ad-line: ಪೇಸ್ಟ್ರೀಸ್‌ಗಳು ಖಾತ್ರಿ [47, 41, 94, 50]
whatsapp-icon[interactable]: ✆ [129, 128, 156, 155]
date-kannada: 11 ಸೆಪ್ಟೆಂಬರ್ 2025 [843, 176, 936, 191]
bpl-article-body [184, 1140, 574, 1491]
suicide-event-photo [184, 338, 574, 488]
new-dc-figure [847, 387, 911, 515]
mail-icon: ✉ [653, 217, 664, 231]
headline-line: ನೂತನ ಜಿಲ್ಲಾಧಿಕಾರಿಗಳಾಗಿ [666, 248, 858, 274]
suicide-article-headline [184, 242, 574, 338]
row-label: ನೀರಿನ ಮಟ್ಟ [13, 372, 47, 382]
headline-line: ನಕಲಿ ವೈದ್ಯ ಅಸ್ಲಾಂ ಭಾಷಾ ಡಿ.ಎಚ್. ಓ [633, 1185, 891, 1208]
paragraph: ವಿಜಯನಗರ(ಹೊಸಪೇಟೆ): ವಿಜಯನಗರ ಜಿಲ್ಲೆಯ ನೂತನ ಜಿಲ್ಲಾಧಿಕಾರಿಗಳಾಗಿ ಕವಿತಾ ಮನ್ನಿಕೇರಿ ಅವರು ಬುಧವಾರ ಅಧಿಕಾರ ಸ್ವೀಕರಿಸಿದರು. ಜಿಲ್ಲಾಧಿಕಾರಿಗಳ ಕಚೇರಿಯಲ್ಲಿ ನಿರ್ಗಮಿತ ಜಿಲ್ಲಾಧಿಕಾರಿ ಎಂ.ಎಸ್ ದಿವಾಕರ್ ಅವರಿಂದ ಅಧಿಕಾರ ಸ್ವೀಕರಿಸಿದರು. ಇದಕ್ಕೂ ಮೊದಲು ಹೂ ಗುಚ್ಛ ನೀಡಿ, ಸ್ವಾಗತ ಮಾಡಿಕೊಂಡ ನಿರ್ಗಮಿತ ಡಿಸಿ ಎಂಎಸ್ ದಿವಾಕರ್ ಅವರು ಜಿಲ್ಲೆಯ ಮುಂದಾಗಬೇಕಾದ ಕಾರ್ಯಗಳ ಬಗ್ಗೆ ಚರ್ಚಿಸಿದರು. ನೂತನ ವಿಜಯನಗರ ಜಿಲ್ಲೆಯಾದ ಬಳಿಕ ಜಿಲ್ಲೆಯ ಮೊದಲ ಮಹಿಳಾ ಜಿಲ್ಲಾಧಿಕಾರಿ ಎಂಬ ಕೀರ್ತಿಗೆ [585, 332, 703, 520]
bottom-border-bar [1, 1491, 944, 1504]
phone-icon: ☎ [551, 176, 573, 195]
reservoir-panel-title: ತುಂಗಭದ್ರಾ ಜಲಾಶಯ [7, 243, 174, 265]
table-row: ಇಂದಿನ ಹೊರಹರಿವು : 29,224 ಕ್ಯುಸೆಕ್ [13, 438, 168, 451]
fake-doctor-photo [743, 1252, 939, 1476]
doctor-article-byline: ಹೊಸಪೇಟೆ ಟೈಮ್ಸ್ ನ್ಯೂಸ್ [614, 1252, 708, 1264]
row-value: 80.00 ಟಿಎಂಸಿ [124, 412, 168, 423]
telegram-icon[interactable]: ➤ [205, 97, 229, 121]
row-value: 29,736 ಕ್ಯುಸೆಕ್ [119, 425, 168, 436]
deity-image [12, 22, 36, 56]
masthead-big-logo: ಟೈಮ್ಸ್ [493, 27, 720, 143]
row-label: ಇಂದಿನ ಸಾಮರ್ಥ್ಯ [13, 412, 63, 423]
paragraph: ಈ ಸಂದರ್ಭದಲ್ಲಿ ನಿರ್ಗಮಿತ ಡಿಸಿ. ಎಸ್.ಎಂ. ದಿವಾಕರ್ ಅವರು ಮಾತನಾಡಿ, ನಾನು ಕಳೆದ ಎರಡು ವರ್ಷ ಎರಡು ತಿಂಗಳಗಳ ಕಾಲ ವಿಜಯನಗರ ಜಿಲ್ಲೆಯಲ್ಲಿ ಸಲ್ಲಿಸಿದ ಸೇವೆ ತೃಪ್ತಿತಂದಿದೆ, ಎರಡು ಖಾರಿ ಸಂತಿ ಭುಗತವನ ಎಚ್ಚಕ್ಕಿ ನಾವಾಗಿದ್ದೆ ಹೇಗೂ [709, 543, 939, 591]
